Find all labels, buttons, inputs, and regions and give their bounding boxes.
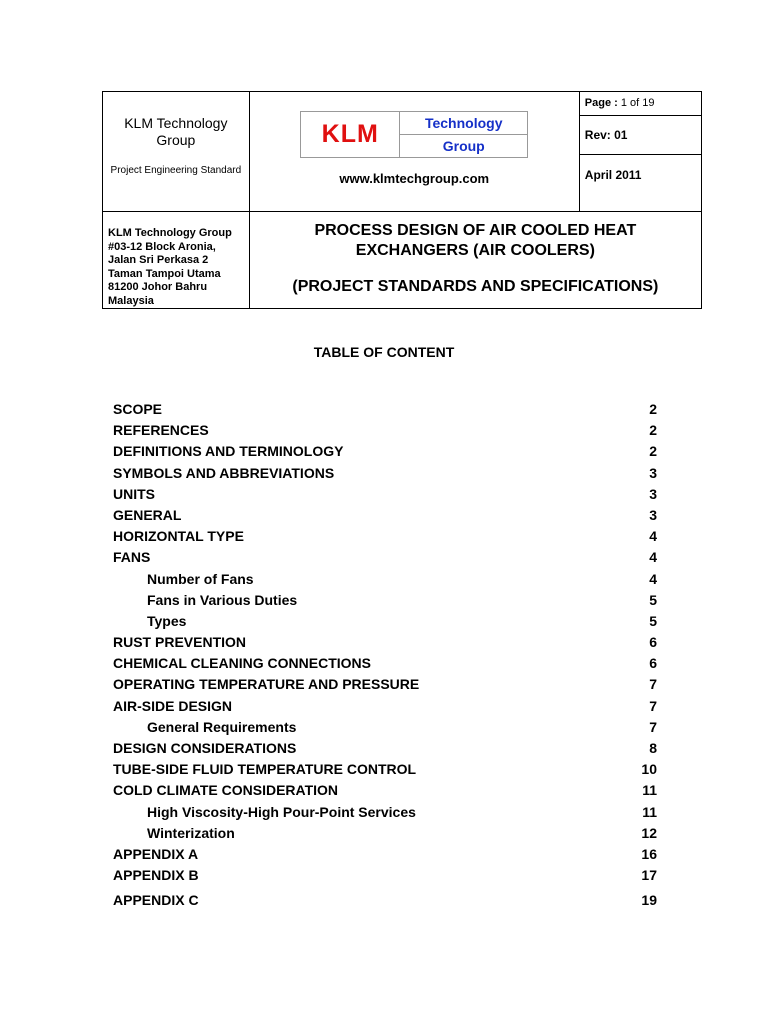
toc-entry[interactable] xyxy=(113,865,657,886)
address-line: Taman Tampoi Utama xyxy=(108,267,221,280)
toc-entry[interactable] xyxy=(113,505,657,526)
page-value: 1 of 19 xyxy=(620,97,655,109)
logo-group-text: Group xyxy=(442,138,485,154)
meta-cell xyxy=(579,92,701,212)
toc-entry[interactable] xyxy=(113,441,657,462)
toc-entry[interactable] xyxy=(113,484,657,505)
toc-entry[interactable] xyxy=(113,611,657,632)
toc-entry-label: FANS xyxy=(113,549,151,566)
toc-entry-page: 12 xyxy=(641,824,657,841)
toc-entry[interactable] xyxy=(113,547,657,568)
toc-entry-page: 5 xyxy=(649,612,657,629)
toc-entry[interactable] xyxy=(113,844,657,865)
toc-entry-label: AIR-SIDE DESIGN xyxy=(113,697,233,714)
toc-entry-label: REFERENCES xyxy=(113,422,209,439)
toc-entry-page: 7 xyxy=(649,676,657,693)
toc-entry[interactable] xyxy=(113,890,657,911)
document-title: PROCESS DESIGN OF AIR COOLED HEAT EXCHANGERS (AIR COOLERS) xyxy=(314,222,637,259)
company-logo xyxy=(300,111,528,158)
toc-entry-page: 3 xyxy=(649,485,657,502)
company-cell xyxy=(103,92,250,212)
toc-entry[interactable] xyxy=(113,399,657,420)
toc-entry[interactable] xyxy=(113,653,657,674)
toc-entry-label: COLD CLIMATE CONSIDERATION xyxy=(113,782,339,799)
logo-cell xyxy=(249,92,579,212)
toc-entry-label: Winterization xyxy=(147,824,235,841)
toc-entry-label: DEFINITIONS AND TERMINOLOGY xyxy=(113,443,344,460)
toc-entry-label: HORIZONTAL TYPE xyxy=(113,528,244,545)
address-line: 81200 Johor Bahru xyxy=(108,281,208,293)
page-number xyxy=(580,92,701,116)
toc-entry-label: GENERAL xyxy=(113,506,182,523)
company-name: KLM Technology Group xyxy=(124,115,228,148)
toc-entry-page: 4 xyxy=(649,528,657,545)
address-line: #03-12 Block Aronia, xyxy=(108,240,216,253)
toc-entry-page: 2 xyxy=(649,422,657,439)
table-of-contents xyxy=(113,399,657,912)
toc-entry-label: APPENDIX B xyxy=(113,867,199,884)
address-line: Malaysia xyxy=(108,294,154,307)
toc-entry[interactable] xyxy=(113,420,657,441)
toc-entry-page: 10 xyxy=(641,761,657,778)
toc-entry[interactable] xyxy=(113,526,657,547)
toc-entry-page: 2 xyxy=(649,401,657,417)
toc-entry-page: 6 xyxy=(649,634,657,651)
header-table xyxy=(102,91,702,309)
toc-entry[interactable] xyxy=(113,738,657,759)
toc-entry-page: 16 xyxy=(641,845,657,862)
toc-entry-label: Fans in Various Duties xyxy=(147,591,298,608)
toc-entry-page: 6 xyxy=(649,655,657,672)
toc-entry-label: OPERATING TEMPERATURE AND PRESSURE xyxy=(113,676,420,693)
toc-entry[interactable] xyxy=(113,759,657,780)
toc-entry[interactable] xyxy=(113,823,657,844)
website-link[interactable]: www.klmtechgroup.com xyxy=(339,171,490,186)
toc-entry-page: 5 xyxy=(649,591,657,608)
toc-entry[interactable] xyxy=(113,696,657,717)
toc-entry[interactable] xyxy=(113,463,657,484)
toc-entry-page: 4 xyxy=(649,549,657,566)
toc-entry-page: 7 xyxy=(649,697,657,714)
toc-entry[interactable] xyxy=(113,569,657,590)
toc-entry-label: DESIGN CONSIDERATIONS xyxy=(113,740,297,756)
issue-date: April 2011 xyxy=(584,168,642,182)
page-label: Page : xyxy=(584,97,618,109)
toc-entry-page: 17 xyxy=(641,867,657,884)
toc-entry-page: 19 xyxy=(641,892,657,909)
toc-entry-label: Types xyxy=(147,612,187,629)
toc-entry-page: 11 xyxy=(642,803,657,820)
toc-entry[interactable] xyxy=(113,632,657,653)
address-line: KLM Technology Group xyxy=(108,227,232,239)
toc-entry[interactable] xyxy=(113,590,657,611)
logo-klm-text: KLM xyxy=(301,112,400,157)
document-subtitle: (PROJECT STANDARDS AND SPECIFICATIONS) xyxy=(292,278,659,295)
title-cell xyxy=(249,212,701,309)
address-cell xyxy=(103,212,250,309)
company-subtitle: Project Engineering Standard xyxy=(110,165,242,176)
toc-entry[interactable] xyxy=(113,674,657,695)
logo-technology-text: Technology xyxy=(400,112,527,135)
toc-entry-label: High Viscosity-High Pour-Point Services xyxy=(147,803,416,820)
toc-entry-label: TUBE-SIDE FLUID TEMPERATURE CONTROL xyxy=(113,761,417,778)
toc-entry-label: General Requirements xyxy=(147,718,297,735)
toc-entry-label: APPENDIX A xyxy=(113,845,199,862)
toc-entry-page: 3 xyxy=(649,464,657,481)
toc-entry-page: 11 xyxy=(642,782,657,799)
revision: Rev: 01 xyxy=(580,116,701,155)
toc-entry[interactable] xyxy=(113,717,657,738)
toc-entry-label: APPENDIX C xyxy=(113,892,199,909)
toc-entry-label: CHEMICAL CLEANING CONNECTIONS xyxy=(113,655,371,672)
toc-entry-label: SCOPE xyxy=(113,401,163,417)
toc-entry-label: SYMBOLS AND ABBREVIATIONS xyxy=(113,464,335,481)
toc-entry[interactable] xyxy=(113,802,657,823)
toc-entry-page: 4 xyxy=(649,570,657,587)
toc-entry-page: 7 xyxy=(649,718,657,735)
address-line: Jalan Sri Perkasa 2 xyxy=(108,254,209,266)
toc-heading: TABLE OF CONTENT xyxy=(313,344,455,360)
toc-entry-label: RUST PREVENTION xyxy=(113,634,247,651)
toc-entry-page: 8 xyxy=(649,740,657,756)
toc-entry-page: 3 xyxy=(649,506,657,523)
toc-entry-label: UNITS xyxy=(113,485,155,502)
toc-entry[interactable] xyxy=(113,780,657,801)
toc-entry-label: Number of Fans xyxy=(147,570,254,587)
toc-entry-page: 2 xyxy=(649,443,657,460)
